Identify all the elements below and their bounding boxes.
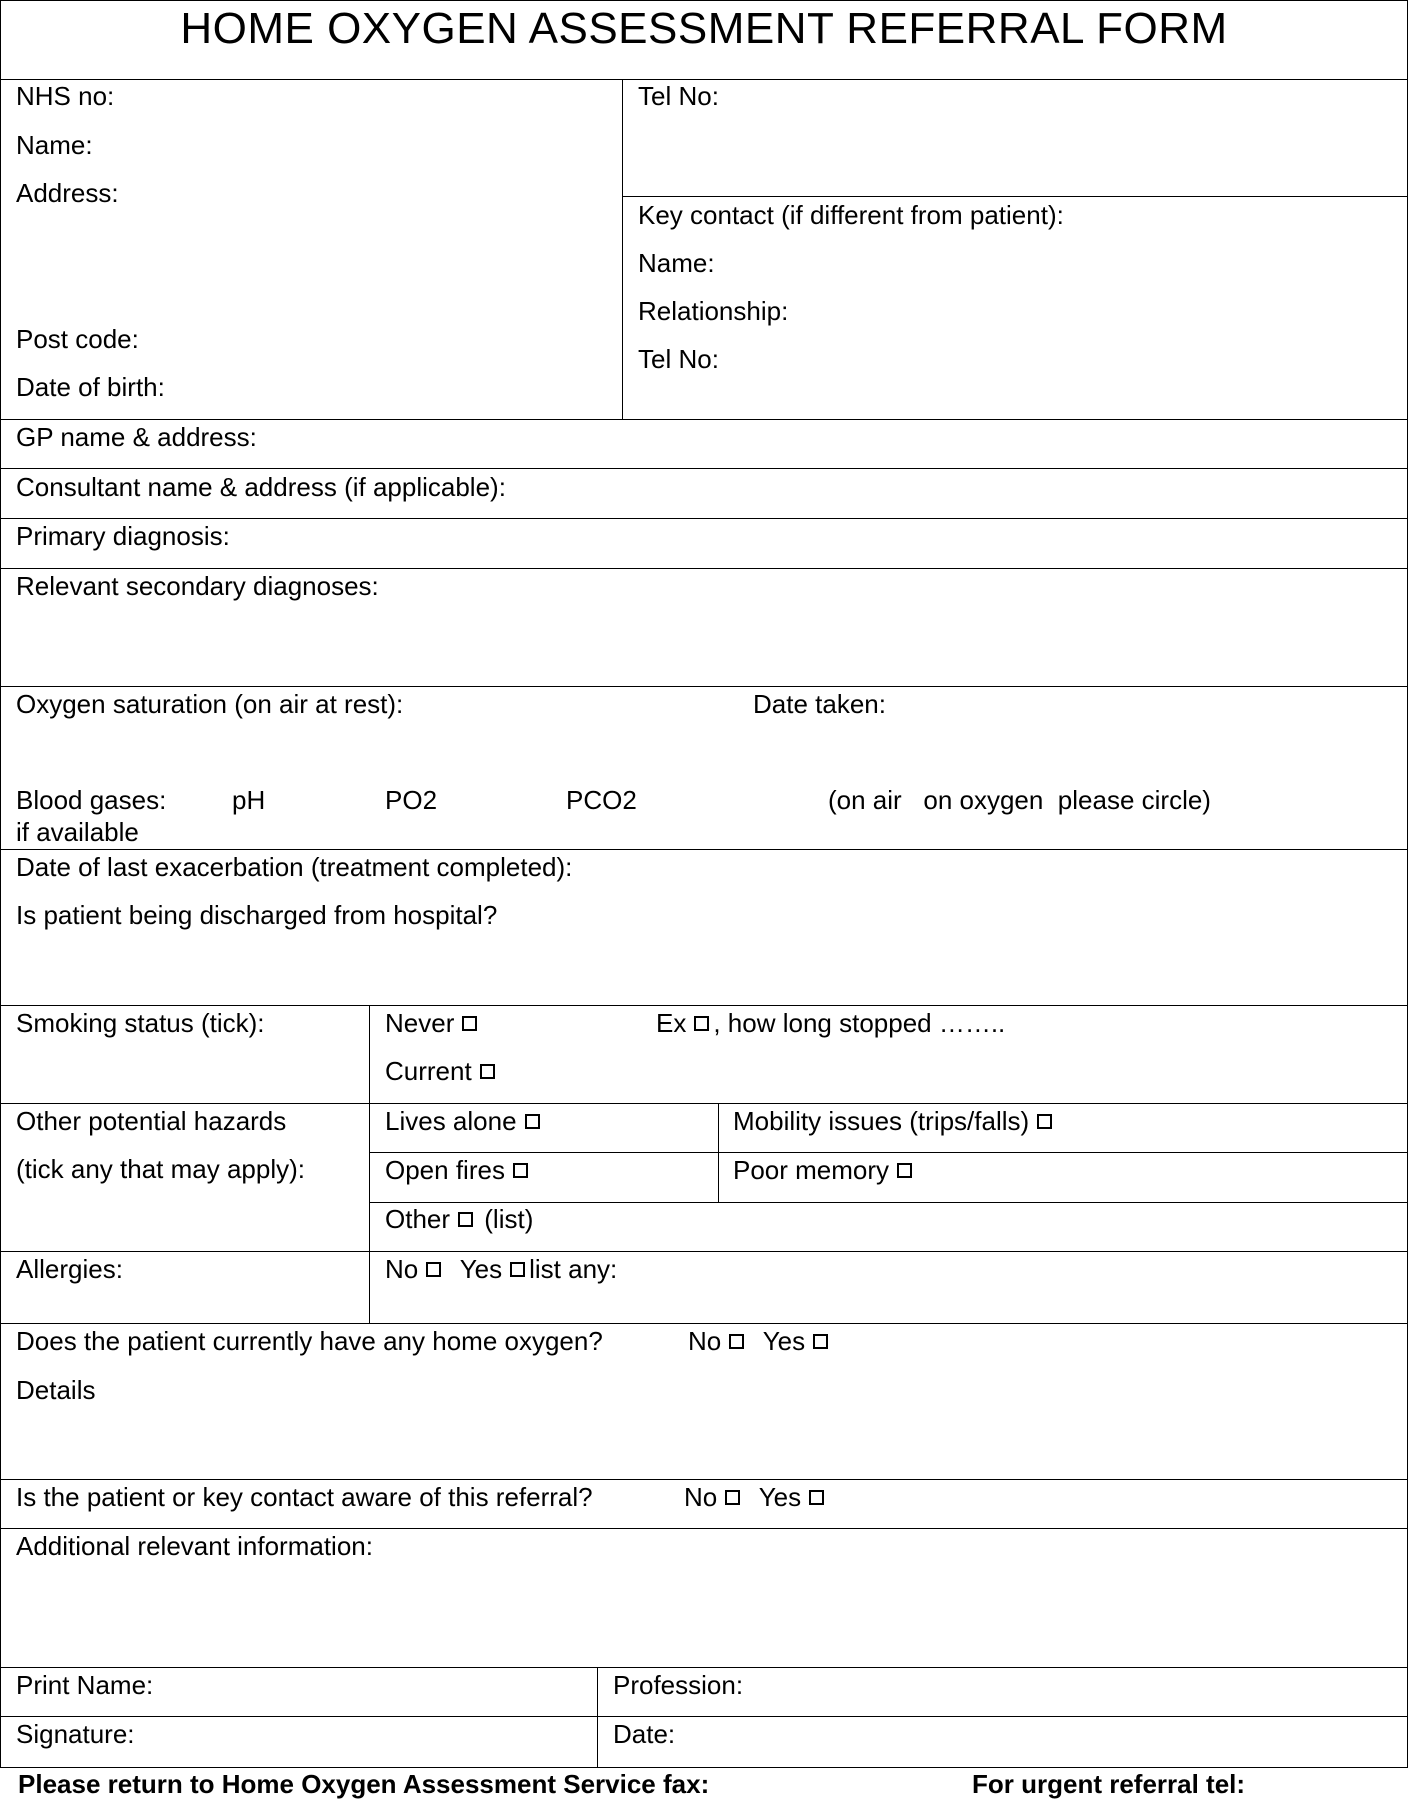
home-oxygen-details-label: Details — [16, 1375, 96, 1405]
home-oxygen-yes-checkbox[interactable] — [813, 1334, 828, 1349]
divider — [0, 1323, 1408, 1324]
date-label: Date: — [613, 1719, 676, 1749]
smoking-label: Smoking status (tick): — [16, 1008, 265, 1038]
additional-info-label: Additional relevant information: — [16, 1531, 373, 1561]
poor-memory-label: Poor memory — [733, 1155, 890, 1185]
address-label: Address: — [16, 178, 119, 208]
circle-instruction: (on air on oxygen please circle) — [828, 785, 1211, 815]
allergies-list-label: list any: — [529, 1254, 618, 1284]
post-code-label: Post code: — [16, 324, 139, 354]
poor-memory-option[interactable] — [733, 1155, 912, 1185]
aware-yes-label: Yes — [758, 1482, 802, 1512]
nhs-no-label: NHS no: — [16, 81, 115, 111]
divider — [0, 849, 1408, 850]
aware-options — [684, 1482, 824, 1512]
print-name-label: Print Name: — [16, 1670, 154, 1700]
signature-label: Signature: — [16, 1719, 135, 1749]
column-divider — [718, 1103, 719, 1202]
smoking-ex-checkbox[interactable] — [694, 1016, 709, 1031]
poor-memory-checkbox[interactable] — [897, 1163, 912, 1178]
hazards-sublabel: (tick any that may apply): — [16, 1154, 305, 1184]
mobility-label: Mobility issues (trips/falls) — [733, 1106, 1030, 1136]
if-available-label: if available — [16, 817, 139, 847]
smoking-ex-option[interactable] — [656, 1008, 1005, 1038]
key-contact-name-label: Name: — [638, 248, 715, 278]
divider — [369, 1152, 1408, 1153]
open-fires-checkbox[interactable] — [513, 1163, 528, 1178]
divider — [0, 1479, 1408, 1480]
allergies-yes-checkbox[interactable] — [510, 1262, 525, 1277]
smoking-current-checkbox[interactable] — [480, 1064, 495, 1079]
key-contact-heading: Key contact (if different from patient): — [638, 200, 1064, 230]
discharged-question: Is patient being discharged from hospital? — [16, 900, 498, 930]
aware-no-checkbox[interactable] — [725, 1490, 740, 1505]
patient-tel-label: Tel No: — [638, 81, 719, 111]
allergies-options — [385, 1254, 617, 1284]
smoking-current-option[interactable] — [385, 1056, 495, 1086]
oxygen-saturation-label: Oxygen saturation (on air at rest): — [16, 689, 404, 719]
divider — [0, 1103, 1408, 1104]
lives-alone-option[interactable] — [385, 1106, 540, 1136]
gp-label: GP name & address: — [16, 422, 257, 452]
dob-label: Date of birth: — [16, 372, 165, 402]
divider — [0, 518, 1408, 519]
hazards-label: Other potential hazards — [16, 1106, 287, 1136]
divider — [0, 1716, 1408, 1717]
allergies-yes-label: Yes — [459, 1254, 503, 1284]
smoking-never-option[interactable] — [385, 1008, 477, 1038]
key-contact-relationship-label: Relationship: — [638, 296, 789, 326]
divider — [0, 468, 1408, 469]
smoking-current-label: Current — [385, 1056, 472, 1086]
home-oxygen-no-checkbox[interactable] — [729, 1334, 744, 1349]
divider — [0, 1528, 1408, 1529]
other-hazard-checkbox[interactable] — [458, 1212, 473, 1227]
date-taken-label: Date taken: — [753, 689, 886, 719]
divider — [0, 79, 1408, 80]
allergies-no-checkbox[interactable] — [426, 1262, 441, 1277]
primary-diagnosis-label: Primary diagnosis: — [16, 521, 230, 551]
divider — [0, 419, 1408, 420]
key-contact-tel-label: Tel No: — [638, 344, 719, 374]
home-oxygen-yes-label: Yes — [762, 1326, 806, 1356]
smoking-ex-label: Ex — [656, 1008, 687, 1038]
divider — [0, 1251, 1408, 1252]
divider — [0, 1005, 1408, 1006]
other-hazard-list-label: (list) — [484, 1204, 534, 1234]
open-fires-option[interactable] — [385, 1155, 528, 1185]
home-oxygen-question: Does the patient currently have any home oxygen? — [16, 1326, 603, 1356]
aware-no-label: No — [684, 1482, 718, 1512]
open-fires-label: Open fires — [385, 1155, 505, 1185]
lives-alone-label: Lives alone — [385, 1106, 517, 1136]
blood-gases-label: Blood gases: — [16, 785, 167, 815]
profession-label: Profession: — [613, 1670, 744, 1700]
allergies-label: Allergies: — [16, 1254, 123, 1284]
divider — [369, 1202, 1408, 1203]
consultant-label: Consultant name & address (if applicable): — [16, 472, 506, 502]
home-oxygen-no-label: No — [688, 1326, 722, 1356]
column-divider — [369, 1005, 370, 1323]
form-title: HOME OXYGEN ASSESSMENT REFERRAL FORM — [180, 4, 1228, 53]
smoking-never-label: Never — [385, 1008, 455, 1038]
divider — [0, 686, 1408, 687]
how-long-stopped-label: , how long stopped …….. — [713, 1008, 1006, 1038]
pco2-label: PCO2 — [566, 785, 637, 815]
divider — [0, 1667, 1408, 1668]
aware-question: Is the patient or key contact aware of this referral? — [16, 1482, 593, 1512]
mobility-option[interactable] — [733, 1106, 1052, 1136]
ph-label: pH — [232, 785, 266, 815]
lives-alone-checkbox[interactable] — [525, 1114, 540, 1129]
po2-label: PO2 — [385, 785, 438, 815]
secondary-diagnoses-label: Relevant secondary diagnoses: — [16, 571, 379, 601]
other-hazard-label: Other — [385, 1204, 451, 1234]
column-divider — [622, 79, 623, 419]
divider — [0, 568, 1408, 569]
smoking-never-checkbox[interactable] — [462, 1016, 477, 1031]
allergies-no-label: No — [385, 1254, 419, 1284]
patient-name-label: Name: — [16, 130, 93, 160]
column-divider — [597, 1667, 598, 1768]
urgent-referral-note: For urgent referral tel: — [972, 1769, 1246, 1799]
divider — [622, 196, 1408, 197]
return-fax-note: Please return to Home Oxygen Assessment Service fax: — [18, 1769, 710, 1799]
home-oxygen-options — [688, 1326, 828, 1356]
mobility-checkbox[interactable] — [1037, 1114, 1052, 1129]
other-hazard-option[interactable] — [385, 1204, 533, 1234]
exacerbation-label: Date of last exacerbation (treatment completed): — [16, 852, 573, 882]
aware-yes-checkbox[interactable] — [809, 1490, 824, 1505]
